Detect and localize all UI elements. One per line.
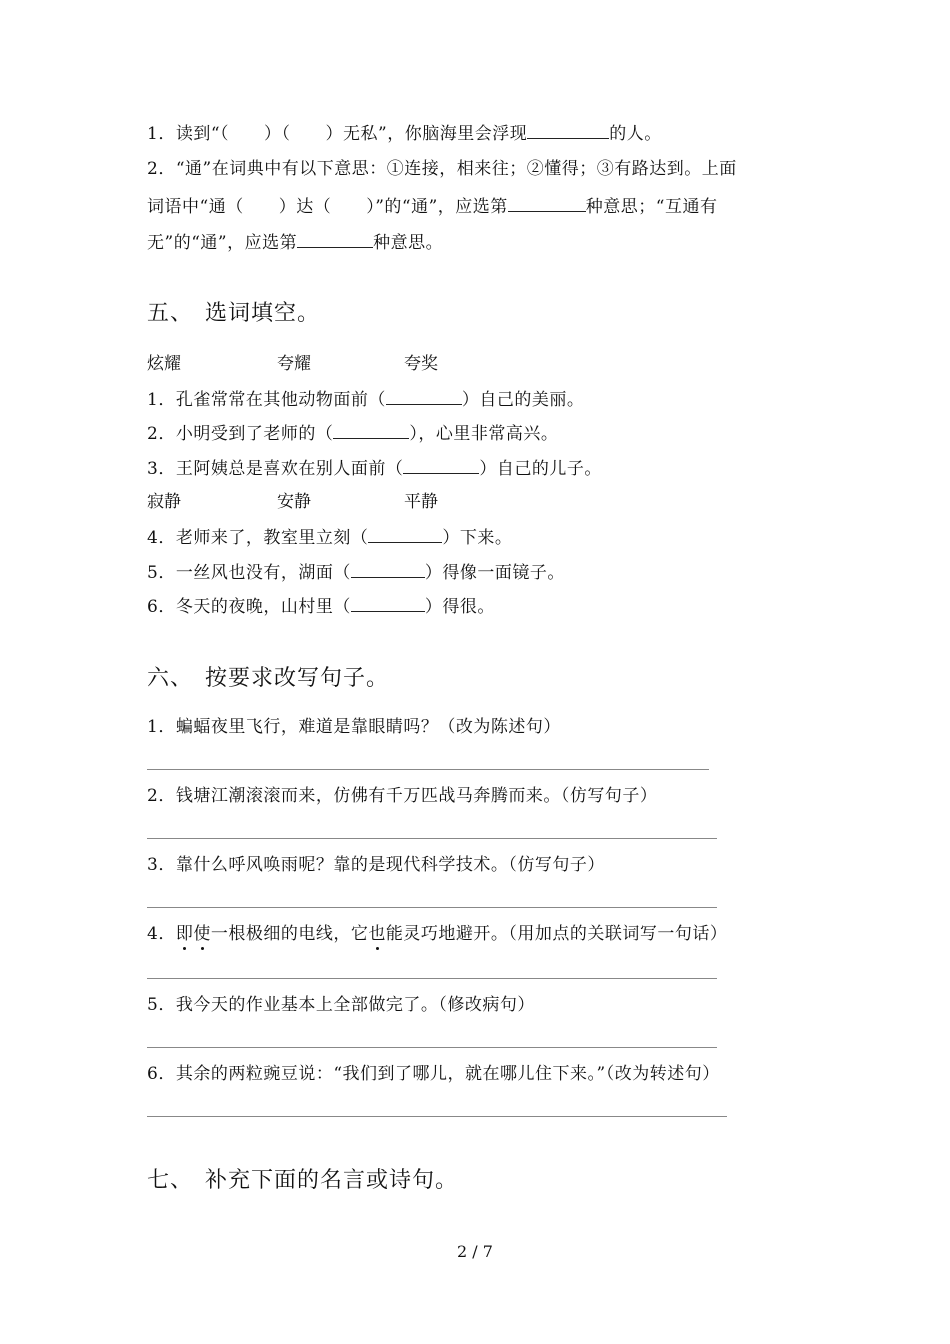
fill-item-1: 1．孔雀常常在其他动物面前（ ）自己的美丽。 — [147, 390, 585, 410]
q4-2-line2: 词语中“通（ ）达（ ）”的“通”，应选第 种意思；“互通有 — [147, 197, 718, 217]
rewrite-q1: 1．蝙蝠夜里飞行，难道是靠眼睛吗？（改为陈述句） — [147, 717, 561, 737]
answer-line[interactable] — [147, 1116, 727, 1117]
rewrite-q5: 5．我今天的作业基本上全部做完了。（修改病句） — [147, 995, 535, 1015]
answer-blank[interactable] — [527, 122, 609, 139]
q4-2-line3: 无”的“通”，应选第 种意思。 — [147, 233, 444, 253]
rewrite-q2: 2．钱塘江潮滚滚而来，仿佛有千万匹战马奔腾而来。（仿写句子） — [147, 786, 658, 806]
fill-item-2: 2．小明受到了老师的（ ），心里非常高兴。 — [147, 424, 559, 444]
answer-blank[interactable] — [351, 561, 425, 578]
answer-blank[interactable] — [297, 231, 373, 248]
answer-line[interactable] — [147, 1047, 717, 1048]
emphasis-char: 使 — [193, 924, 211, 944]
q4-2-line1: 2．“通”在词典中有以下意思：①连接，相来往；②懂得；③有路达到。上面 — [147, 159, 737, 179]
word-option: 夸奖 — [404, 354, 438, 374]
fill-item-4: 4．老师来了，教室里立刻（ ）下来。 — [147, 528, 513, 548]
fill-item-5: 5．一丝风也没有，湖面（ ）得像一面镜子。 — [147, 563, 565, 583]
word-option: 平静 — [404, 492, 438, 512]
emphasis-char: 即 — [175, 924, 194, 944]
rewrite-q3: 3．靠什么呼风唤雨呢？靠的是现代科学技术。（仿写句子） — [147, 855, 605, 875]
emphasis-char: 也 — [368, 924, 386, 944]
section-7-heading: 七、 补充下面的名言或诗句。 — [147, 1168, 459, 1193]
answer-line[interactable] — [147, 907, 717, 908]
section-6-heading: 六、 按要求改写句子。 — [147, 666, 390, 691]
answer-blank[interactable] — [333, 422, 409, 439]
page-number: 2 / 7 — [457, 1242, 493, 1261]
answer-blank[interactable] — [508, 195, 586, 212]
fill-item-6: 6．冬天的夜晚，山村里（ ）得很。 — [147, 597, 495, 617]
answer-blank[interactable] — [403, 457, 479, 474]
answer-blank[interactable] — [386, 388, 462, 405]
answer-line[interactable] — [147, 769, 709, 770]
word-option: 寂静 — [147, 492, 181, 512]
answer-line[interactable] — [147, 838, 717, 839]
fill-item-3: 3．王阿姨总是喜欢在别人面前（ ）自己的儿子。 — [147, 459, 602, 479]
rewrite-q6: 6．其余的两粒豌豆说：“我们到了哪儿，就在哪儿住下来。”（改为转述句） — [147, 1064, 720, 1084]
section-5-heading: 五、 选词填空。 — [147, 301, 321, 326]
answer-blank[interactable] — [368, 526, 442, 543]
q4-1: 1．读到“（ ）（ ）无私”，你脑海里会浮现 的人。 — [147, 124, 662, 144]
answer-blank[interactable] — [351, 595, 425, 612]
word-option: 夸耀 — [277, 354, 311, 374]
rewrite-q4: 4．即使一根极细的电线，它也能灵巧地避开。（用加点的关联词写一句话） — [147, 924, 728, 944]
answer-line[interactable] — [147, 978, 717, 979]
word-option: 安静 — [277, 492, 311, 512]
word-option: 炫耀 — [147, 354, 181, 374]
